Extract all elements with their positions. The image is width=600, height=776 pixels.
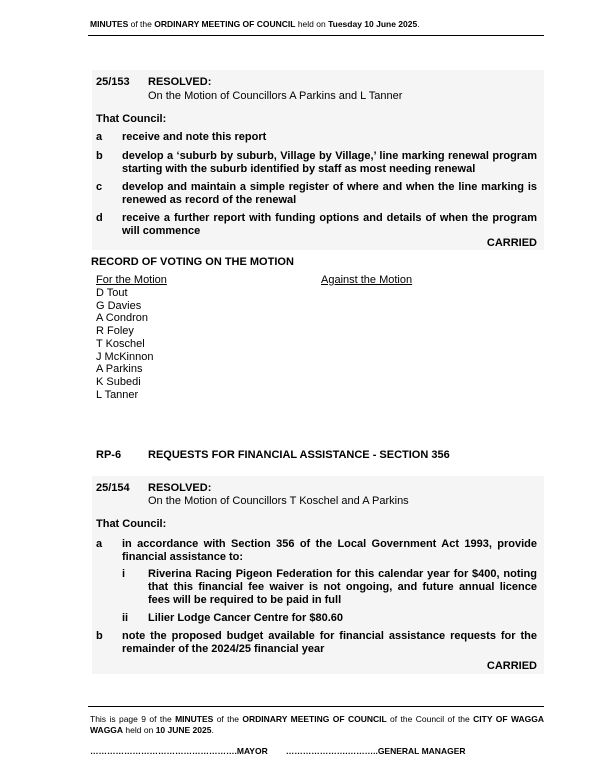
item-text: receive a further report with funding options and details of when the program will commence <box>122 212 537 237</box>
that-council-label: That Council: <box>96 113 167 125</box>
item-text: in accordance with Section 356 of the Local Government Act 1993, provide financial assistance to: <box>122 538 537 563</box>
item-text: develop a ‘suburb by suburb, Village by Village,’ line marking renewal program starting with the suburb identified by staff as most needing renewal <box>122 150 537 175</box>
carried-label: CARRIED <box>486 660 537 672</box>
item-label: d <box>96 212 103 224</box>
item-text: note the proposed budget available for financial assistance requests for the remainder of the 2024/25 financial year <box>122 630 537 655</box>
voter-name: T Koschel <box>96 337 145 350</box>
voter-name: K Subedi <box>96 375 141 388</box>
voter-name: G Davies <box>96 299 142 312</box>
voter-name: L Tanner <box>96 388 139 401</box>
signature-line <box>90 746 466 756</box>
resolution-heading: RESOLVED: <box>148 482 212 494</box>
subitem-label: ii <box>122 612 129 624</box>
item-text: receive and note this report <box>122 131 267 143</box>
item-label: a <box>96 131 103 143</box>
resolution-number: 25/153 <box>96 76 130 88</box>
carried-label: CARRIED <box>486 237 537 249</box>
header-divider <box>88 35 544 36</box>
subitem-text: Lilier Lodge Cancer Centre for $80.60 <box>148 612 344 624</box>
gm-signature: ………………….………..GENERAL MANAGER <box>285 746 466 756</box>
section-code: RP-6 <box>96 449 122 461</box>
subitem-text: Riverina Racing Pigeon Federation for this calendar year for $400, noting that this financial fee waiver is not ongoing, and future annual licence fees will be required to be paid in full <box>148 568 537 606</box>
voting-heading: RECORD OF VOTING ON THE MOTION <box>91 256 294 268</box>
item-label: b <box>96 150 103 162</box>
page-footer: This is page 9 of the MINUTES of the ORDINARY MEETING OF COUNCIL of the Council of the CITY OF WAGGA WAGGA held on 10 JUNE 2025. <box>90 714 544 735</box>
against-motion-label: Against the Motion <box>321 274 413 286</box>
for-motion-label: For the Motion <box>96 274 167 286</box>
voter-name: A Condron <box>96 312 148 325</box>
footer-divider <box>88 706 544 707</box>
voter-name: R Foley <box>96 325 134 338</box>
motion-text: On the Motion of Councillors A Parkins and L Tanner <box>148 90 403 102</box>
mayor-signature: …………………………………………….MAYOR <box>90 746 268 756</box>
for-voters-list <box>96 287 153 401</box>
that-council-label: That Council: <box>96 518 167 530</box>
motion-text: On the Motion of Councillors T Koschel and A Parkins <box>148 495 409 507</box>
page-header: MINUTES of the ORDINARY MEETING OF COUNCIL held on Tuesday 10 June 2025. <box>90 19 420 29</box>
resolution-heading: RESOLVED: <box>148 76 212 88</box>
item-text: develop and maintain a simple register of where and when the line marking is renewed as record of the renewal <box>122 181 537 206</box>
subitem-label: i <box>122 568 126 580</box>
voter-name: J McKinnon <box>96 350 154 363</box>
item-label: c <box>96 181 103 193</box>
voter-name: A Parkins <box>96 363 143 376</box>
item-label: b <box>96 630 103 642</box>
resolution-number: 25/154 <box>96 482 130 494</box>
section-title: REQUESTS FOR FINANCIAL ASSISTANCE - SECTION 356 <box>148 449 450 461</box>
item-label: a <box>96 538 103 550</box>
voter-name: D Tout <box>96 287 128 299</box>
